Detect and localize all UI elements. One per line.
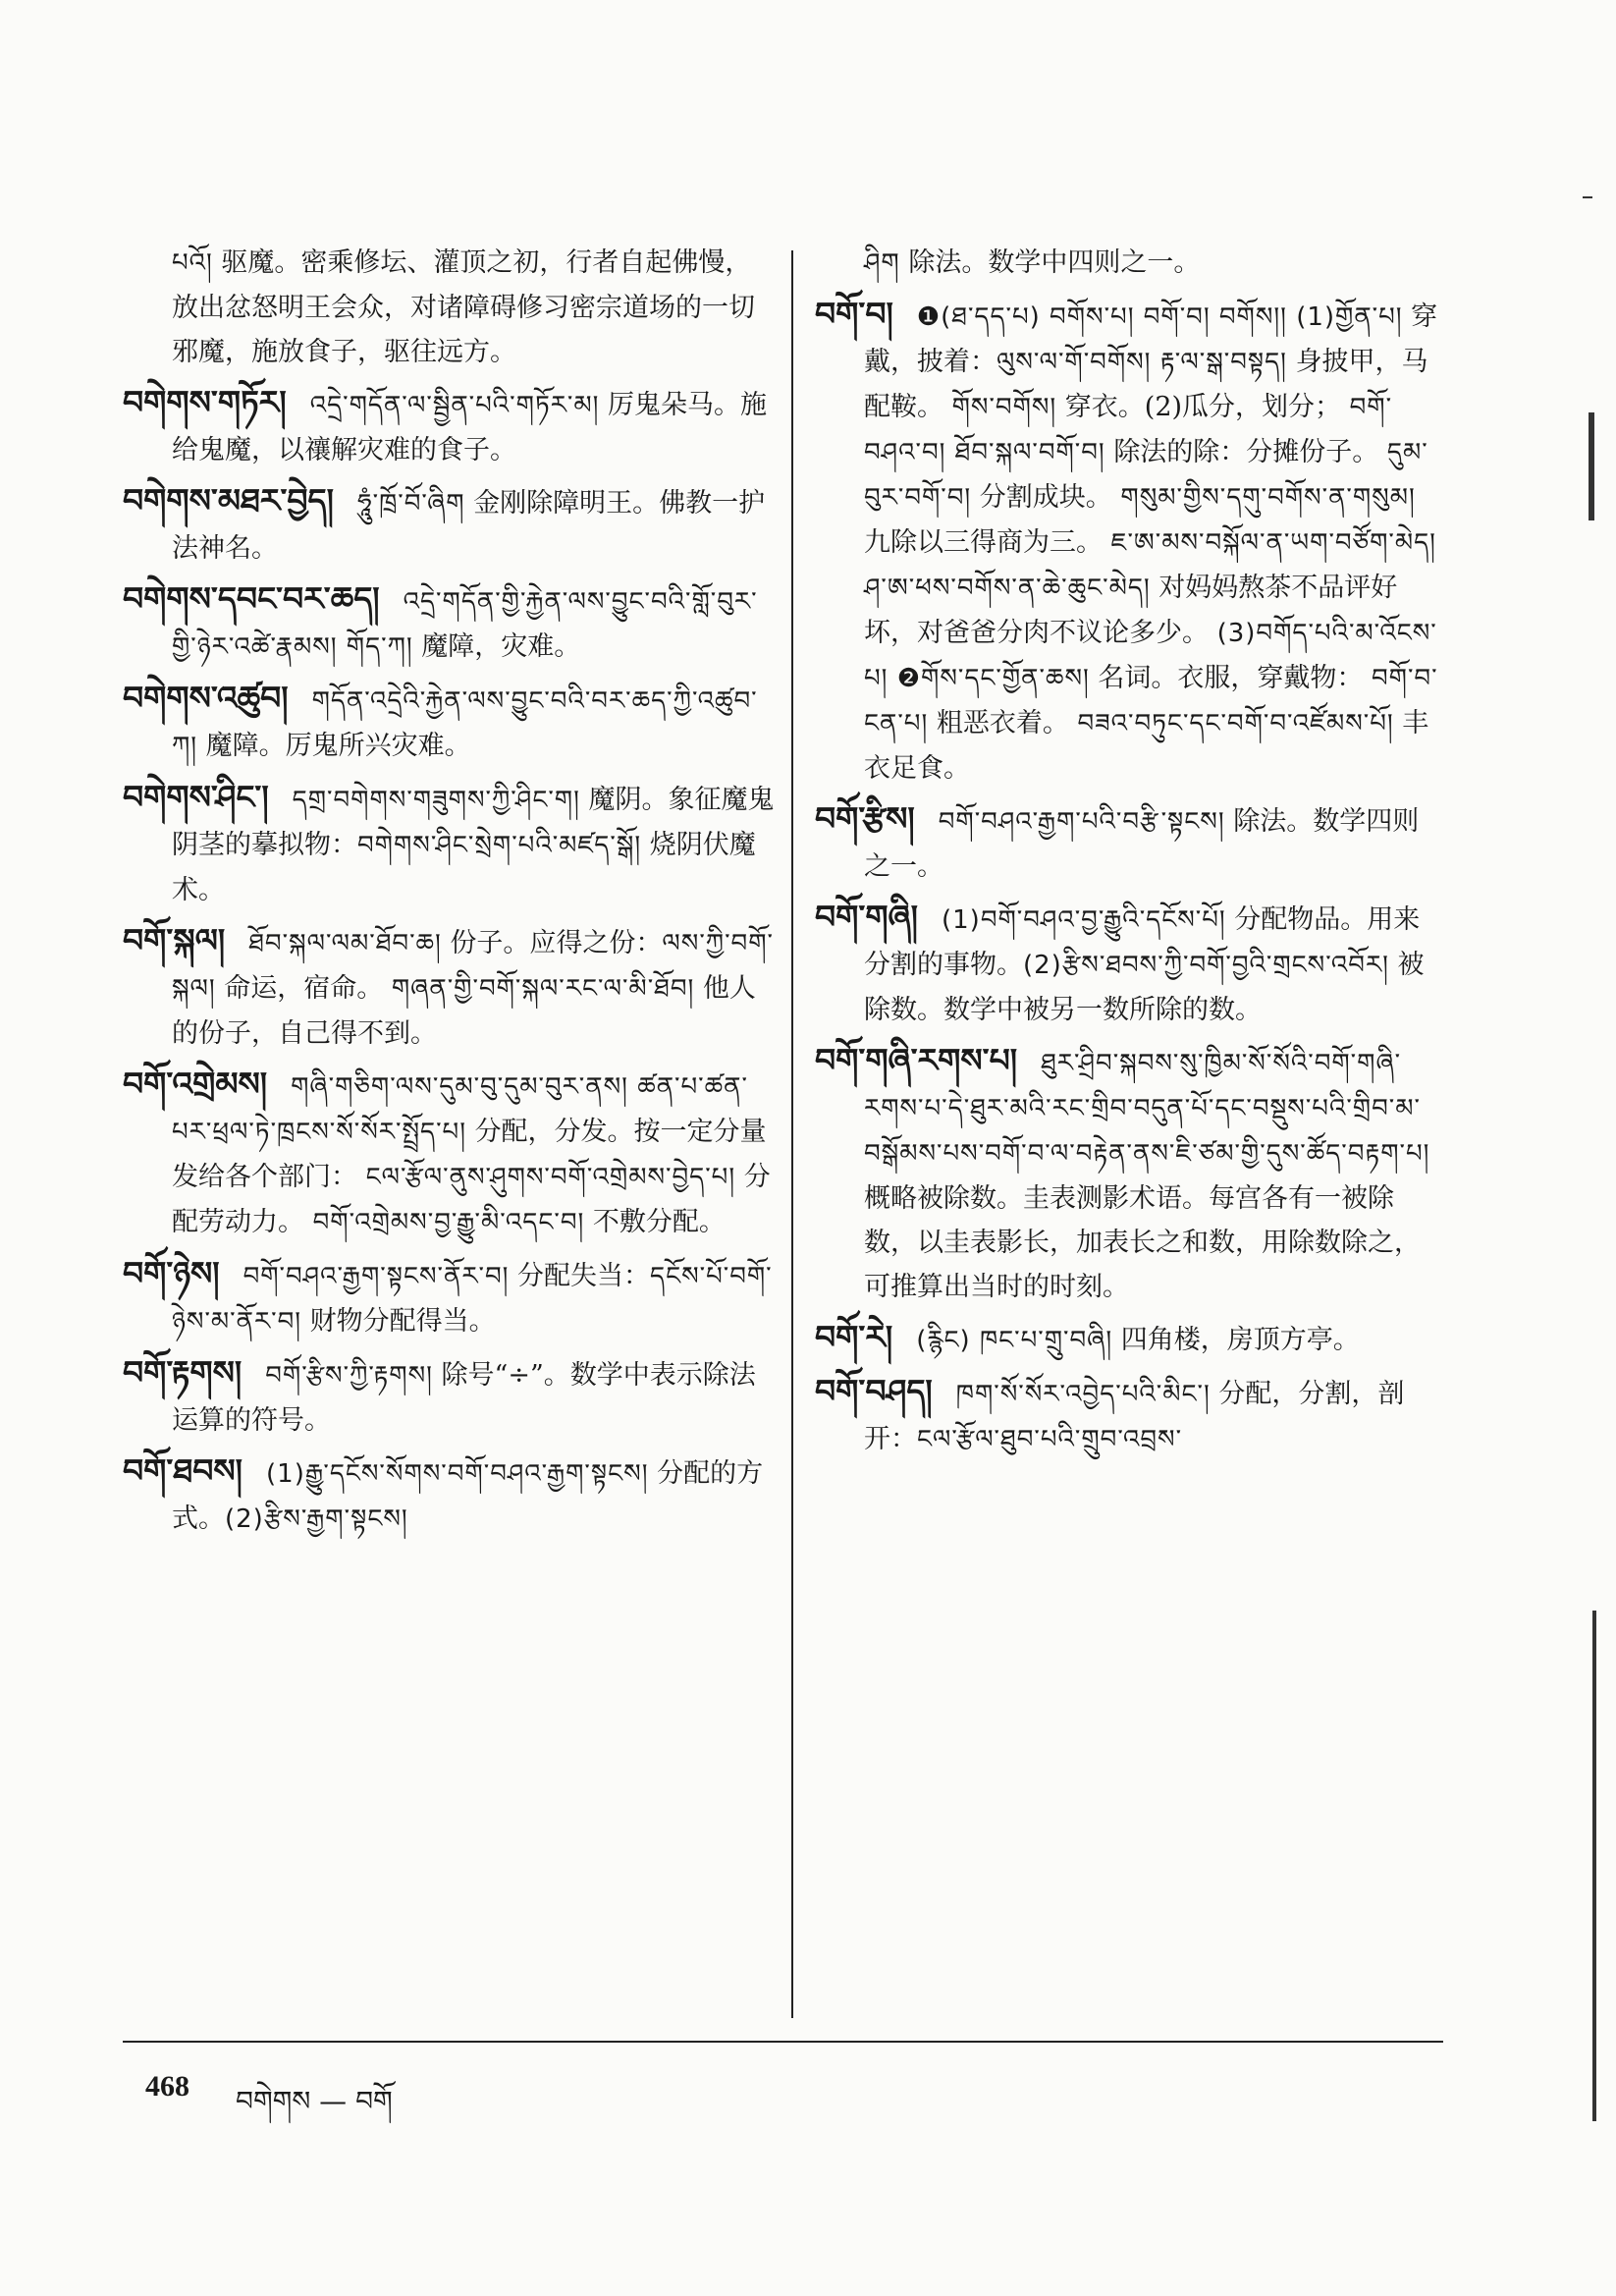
page-number: 468 [145,2070,189,2103]
entry-chinese: 粗恶衣着。 [936,708,1069,738]
entry-chinese: 分配物品。用来分割的事物。 [864,904,1421,980]
entry-chinese: 除法的除：分摊份子。 [1113,437,1379,467]
entry-tibetan: བགོ་འགྲེམས་བྱ་རྒྱུ་མི་འདང་བ། [312,1208,585,1237]
entry-chinese: 魔障。厉鬼所兴灾难。 [205,731,471,761]
entry [815,895,1443,1032]
entry-tibetan: བགོ་བཤའ་རྒྱག་པའི་བརྩི་སྟངས། [938,807,1225,837]
entry-headword: བགོ་འགྲེམས། [123,1065,268,1103]
entry-headword: བགེགས་དབང་བར་ཆད། [123,579,380,618]
entry-tibetan: ངལ་རྩོལ་ཐུབ་པའི་གྲུབ་འབྲས་ [917,1425,1183,1454]
entry [123,775,776,912]
entry-tibetan: བགོ་བཤའ་བ། ཐོབ་སྐལ་བགོ་བ། [864,393,1393,467]
entry-tibetan: (3)བགོད་པའི་མ་འོངས་པ། ❷གོས་དང་གྱོན་ཆས། [864,619,1437,693]
entry-chinese: 除法。数学四则之一。 [864,806,1420,882]
entry-chinese: 分割成块。 [979,482,1112,513]
entry-tibetan: གཞན་གྱི་བགོ་སྐལ་རང་ལ་མི་ཐོབ། [391,974,695,1004]
entry-tibetan: གོས་བགོས། [951,393,1057,422]
entry-chinese: 份子。应得之份： [450,928,663,958]
entry-headword: བགོ་བཤད། [815,1372,933,1410]
entry [815,292,1443,791]
entry [123,1350,776,1443]
entry-headword: བགོ་ཉེས། [123,1254,220,1292]
entry-tibetan: ཐོབ་སྐལ་ལམ་ཐོབ་ཆ། [248,929,442,958]
entry-tibetan: ཤིག [864,248,900,278]
left-column [123,241,776,1548]
entry-headword: བགོ་ཐབས། [123,1451,243,1490]
entry-chinese: 厉鬼朵马。施给鬼魔，以禳解灾难的食子。 [172,390,767,465]
entry-chinese: 除号“÷”。数学中表示除法运算的符号。 [172,1360,756,1436]
entry-chinese: 命运，宿命。 [224,973,384,1004]
entry-headword: བགོ་གཞི་རགས་པ། [815,1041,1018,1079]
entry-chinese: 对妈妈熬茶不品评好坏，对爸爸分肉不议论多少。 [864,573,1398,648]
entry-chinese: 穿衣。(2)瓜分，划分； [1064,392,1342,422]
entry-tibetan: (1)རྒྱུ་དངོས་སོགས་བགོ་བཤའ་རྒྱག་སྟངས། [266,1459,649,1489]
entry [815,241,1443,286]
entry-tibetan: གསུམ་གྱིས་དགུ་བགོས་ན་གསུམ། [1120,483,1416,513]
entry [815,796,1443,889]
entry-tibetan: ལས་ཀྱི་བགོ་སྐལ། [172,929,774,1004]
entry-tibetan: བགེགས་ཤིང་སྲེག་པའི་མཛད་སྒོ། [357,831,642,860]
entry [123,380,776,472]
entry-tibetan: ཐུར་ཤྲིབ་སྐབས་སུ་ཁྱིམ་སོ་སོའི་བགོ་གཞི་རགས་པ་དེ་ཐུར་མའི་རང་གྲིབ་བདུན་པོ་དང་བསྡུས་པའི་གྲིབ་མ་བསྒོམས་པས་བགོ་བ་ལ་བརྟེན་ནས་ཇི་ཙམ་གྱི་དུས་ཚོད་བརྟག་པ། [864,1049,1430,1169]
entry-chinese: 分配的方式。 [172,1458,764,1534]
entry-tibetan: བགོ་རྩིས་ཀྱི་རྟགས། [265,1361,433,1391]
entry-chinese: 金刚除障明王。佛教一护法神名。 [172,488,766,564]
margin-mark [1583,196,1592,198]
entry-tibetan: བཟའ་བཏུང་དང་བགོ་བ་འཛོམས་པོ། [1077,709,1394,738]
entry-tibetan: ཧཱུཾ་ཁྲོ་བོ་ཞིག [357,489,465,519]
entry-headword: བགོ་སྐལ། [123,921,226,959]
entry-chinese: 魔障，灾难。 [421,631,581,662]
entry-tibetan: དངོས་པོ་བགོ་ཉེས་མ་ནོར་བ། [172,1262,773,1337]
footer-rule [123,2041,1443,2043]
entry-tibetan: བགོ་བཤའ་རྒྱག་སྟངས་ནོར་བ། [242,1262,510,1291]
entry-tibetan: (2)རྩིས་རྒྱག་སྟངས། [225,1504,408,1534]
entry-tibetan: (2)རྩིས་ཐབས་ཀྱི་བགོ་བྱའི་གྲངས་འབོར། [1023,951,1389,980]
entry-tibetan: ལུས་ལ་གོ་བགོས། རྟ་ལ་སྒ་བསྟད། [997,348,1287,377]
entry-chinese: 分配，分发。按一定分量发给各个部门： [172,1117,767,1192]
entry [123,1251,776,1344]
margin-mark [1589,412,1594,520]
entry-tibetan: ངལ་རྩོལ་ནུས་ཤུགས་བགོ་འགྲེམས་བྱེད་པ། [365,1163,736,1192]
entry-headword: བགོ་རེ། [815,1318,893,1356]
entry-headword: བགོ་རྩིས། [815,799,915,838]
entry-tibetan: དགྲ་བགེགས་གཟུགས་ཀྱི་ཤིང་ག། [292,786,580,815]
entry [123,676,776,769]
entry-tibetan: (1)བགོ་བཤའ་བྱ་རྒྱུའི་དངོས་པོ། [941,905,1226,935]
entry-headword: བགེགས་འཚུབ། [123,679,289,717]
entry [123,478,776,571]
entry-headword: བགེགས་གཏོར། [123,383,287,421]
margin-mark [1592,1611,1596,2121]
entry-chinese: 他人的份子，自己得不到。 [172,973,756,1049]
entry-chinese: 烧阴伏魔术。 [172,830,756,905]
entry-chinese: 四角楼，房顶方亭。 [1120,1325,1360,1355]
entry [123,1449,776,1542]
entry-chinese: 分配失当： [517,1261,651,1291]
entry-headword: བགོ་གཞི། [815,898,918,936]
entry-chinese: 除法。数学中四则之一。 [908,247,1201,278]
entry-chinese: 分配，分割，剖开： [864,1379,1405,1454]
entry-tibetan: ཁག་སོ་སོར་འབྱེད་པའི་མིང་། [955,1380,1211,1409]
entry-chinese: 分配劳动力。 [172,1162,771,1237]
entry-tibetan: འདྲེ་གདོན་ལ་སྦྱིན་པའི་གཏོར་མ། [309,391,600,420]
entry [123,1062,776,1245]
entry [815,1369,1443,1462]
entry-tibetan: བགོ་བ་ངན་པ། [864,664,1438,738]
entry-chinese: 不敷分配。 [592,1207,726,1237]
right-column [815,241,1443,1468]
entry-tibetan: དུམ་བུར་བགོ་བ། [864,438,1428,513]
entry [123,576,776,670]
entry-chinese: 丰衣足食。 [864,708,1429,784]
entry-chinese: 穿戴，披着： [864,301,1438,377]
entry-chinese: 九除以三得商为三。 [864,527,1103,558]
entry-tibetan: (རྙིང) ཁང་པ་གྲུ་བཞི། [916,1326,1113,1355]
entry-tibetan: ❶(ཐ་དད་པ) བགོས་པ། བགོ་བ། བགོས།། (1)གྱོན་པ། [916,302,1403,332]
column-divider [791,250,793,2018]
entry [815,1038,1443,1309]
entry-headword: བགེགས་ཤིང་། [123,778,269,816]
entry-tibetan: འདྲེ་གདོན་གྱི་རྐྱེན་ལས་བྱུང་བའི་གློ་བུར་གྱི་ཉེར་འཚེ་རྣམས། གོད་ཀ། [172,587,758,662]
entry-chinese: 财物分配得当。 [309,1306,496,1337]
entry-headword: བགོ་རྟགས། [123,1353,242,1392]
entry-chinese: 被除数。数学中被另一数所除的数。 [864,950,1425,1025]
entry [123,241,776,374]
entry-tibetan: པའོ། [172,248,213,278]
entry-headword: བགོ་བ། [815,295,893,333]
entry-chinese: 驱魔。密乘修坛、灌顶之初，行者自起佛慢，放出忿怒明王会众，对诸障碍修习密宗道场的一切邪魔，施放食子，驱往远方。 [172,247,755,367]
entry-chinese: 魔阴。象征魔鬼阴茎的摹拟物： [172,785,775,860]
entry-tibetan: གདོན་འདྲེའི་རྐྱེན་ལས་བྱུང་བའི་བར་ཆད་ཀྱི་འཚུབ་ཀ། [172,686,758,761]
entry-chinese: 身披甲，马配鞍。 [864,347,1428,422]
entry-tibetan: གཞི་གཅིག་ལས་དུམ་བུ་དུམ་བུར་ནས། ཚན་པ་ཚན་པར་ཕྲལ་ཏེ་ཁྲངས་སོ་སོར་སྤྲོད་པ། [172,1072,748,1147]
running-head: བགེགས — བགོ [236,2085,393,2117]
entry [123,918,776,1056]
entry [815,1315,1443,1363]
entry-chinese: 概略被除数。圭表测影术语。每宫各有一被除数，以圭表影长，加表长之和数，用除数除之，可推算出当时的时刻。 [864,1183,1421,1302]
entry-tibetan: ཇ་ཨ་མས་བསྐོལ་ན་ཡག་བཙོག་མེད། ཤ་ཨ་ཕས་བགོས་ན་ཆེ་ཆུང་མེད། [864,528,1436,603]
entry-chinese: 名词。衣服，穿戴物： [1098,663,1364,693]
entry-headword: བགེགས་མཐར་བྱེད། [123,481,334,519]
